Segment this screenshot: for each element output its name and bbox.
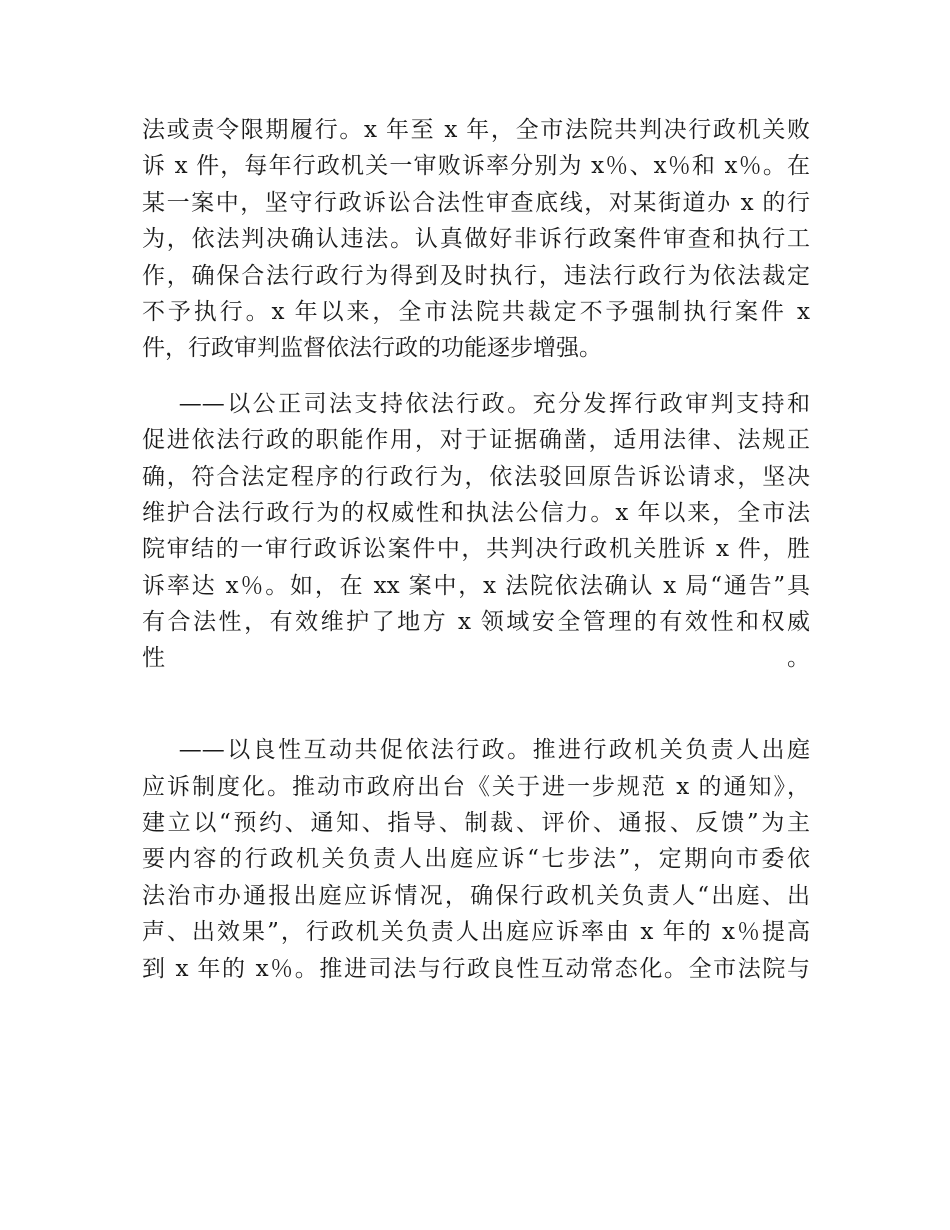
- text-line: 诉率达 x％。如，在 xx 案中，x 法院依法确认 x 局“通告”具: [142, 572, 810, 599]
- text-line: 确，符合法定程序的行政行为，依法驳回原告诉讼请求，坚决: [142, 463, 810, 490]
- text-line: ——以公正司法支持依法行政。充分发挥行政审判支持和: [178, 390, 810, 417]
- text-line: 建立以“预约、通知、指导、制裁、评价、通报、反馈”为主: [142, 810, 810, 837]
- text-line: 件，行政审判监督依法行政的功能逐步增强。: [142, 335, 602, 362]
- text-line: [142, 677, 810, 713]
- text-line: 到 x 年的 x％。推进司法与行政良性互动常态化。全市法院与: [142, 955, 810, 982]
- text-line: 要内容的行政机关负责人出庭应诉“七步法”，定期向市委依: [142, 846, 810, 873]
- text-line: 应诉制度化。推动市政府出台《关于进一步规范 x 的通知》，: [142, 773, 810, 800]
- text-line: 为，依法判决确认违法。认真做好非诉行政案件审查和执行工: [142, 226, 810, 253]
- text-line: 法或责令限期履行。x 年至 x 年，全市法院共判决行政机关败: [142, 117, 810, 143]
- text-line: 维护合法行政行为的权威性和执法公信力。x 年以来，全市法: [142, 499, 810, 526]
- text-line: 有合法性，有效维护了地方 x 领域安全管理的有效性和权威: [142, 609, 810, 636]
- text-line: 性。: [142, 645, 810, 672]
- text-line: 诉 x 件，每年行政机关一审败诉率分别为 x％、x％和 x％。在: [142, 153, 810, 180]
- text-line: 声、出效果”，行政机关负责人出庭应诉率由 x 年的 x％提高: [142, 919, 810, 946]
- text-line: ——以良性互动共促依法行政。推进行政机关负责人出庭: [178, 737, 810, 764]
- text-line: 某一案中，坚守行政诉讼合法性审查底线，对某街道办 x 的行: [142, 189, 810, 216]
- text-line: 促进依法行政的职能作用，对于证据确凿，适用法律、法规正: [142, 427, 810, 454]
- text-line: 法治市办通报出庭应诉情况，确保行政机关负责人“出庭、出: [142, 882, 810, 909]
- paragraph-3: [142, 732, 810, 987]
- text-line: 院审结的一审行政诉讼案件中，共判决行政机关胜诉 x 件，胜: [142, 536, 810, 563]
- paragraph-1: [142, 112, 810, 367]
- text-line: 不予执行。x 年以来，全市法院共裁定不予强制执行案件 x: [142, 298, 810, 325]
- paragraph-2: [142, 386, 810, 714]
- document-body: [142, 112, 810, 987]
- text-line: 作，确保合法行政行为得到及时执行，违法行政行为依法裁定: [142, 262, 810, 289]
